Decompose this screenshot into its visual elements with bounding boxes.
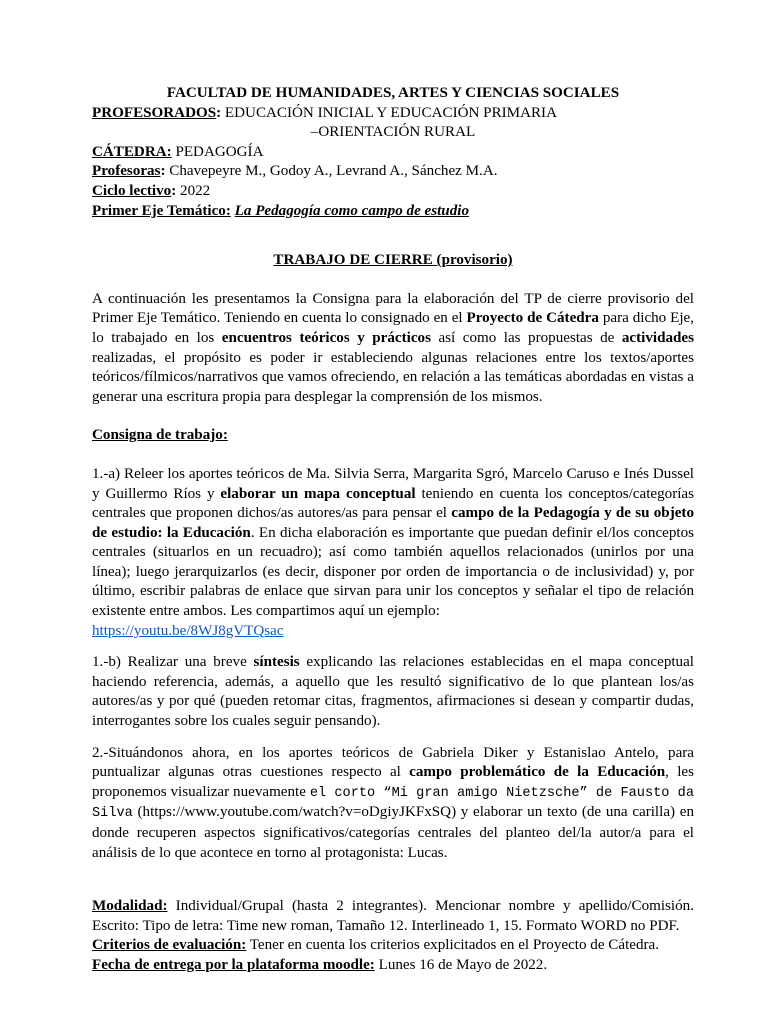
catedra-line — [92, 143, 694, 163]
item-1a-paragraph: 1.-a) Releer los aportes teóricos de Ma. Silvia Serra, Margarita Sgró, Marcelo Caruso e Inés Dussel y Guillermo Ríos y elaborar un mapa conceptual teniendo en cuenta los conceptos/categorías centrales que proponen dichos/as autores/as para pensar el campo de la Pedagogía y de su objeto de estudio: la Educación. En dicha elaboración es importante que puedan definir el/los conceptos centrales (situarlos en un recuadro); así como también aquellos relacionados (unirlos por una línea); luego jerarquizarlos (es decir, disponer por orden de importancia o de inclusividad) y, por último, escribir palabras de enlace que sirvan para unir los conceptos y señalar el tipo de relación existente entre ambos. Les compartimos aquí un ejemplo: https://youtu.be/8WJ8gVTQsac — [92, 465, 695, 639]
profesoras-value: Chavepeyre M., Godoy A., Levrand A., Sánchez M.A. — [165, 163, 498, 180]
profesoras-label: Profesoras — [92, 163, 161, 180]
fecha-label: Fecha de entrega por la plataforma moodle: — [92, 956, 375, 973]
ciclo-value: 2022 — [176, 182, 211, 199]
catedra-label: CÁTEDRA: — [92, 143, 172, 160]
eje-label: Primer Eje Temático: — [92, 202, 231, 219]
document-title: TRABAJO DE CIERRE (provisorio) — [273, 252, 513, 269]
ciclo-label: Ciclo lectivo — [92, 182, 172, 199]
criterios-line: Criterios de evaluación: Tener en cuenta los criterios explicitados en el Proyecto de Cátedra. — [92, 937, 660, 954]
criterios-label: Criterios de evaluación: — [92, 937, 247, 954]
consigna-heading: Consigna de trabajo: — [92, 427, 228, 444]
example-video-link[interactable]: https://youtu.be/8WJ8gVTQsac — [92, 622, 284, 639]
profesorados-label: PROFESORADOS — [92, 104, 217, 121]
item-2-paragraph: 2.-Situándonos ahora, en los aportes teóricos de Gabriela Diker y Estanislao Antelo, para puntualizar algunas otras cuestiones respecto al campo problemático de la Educación, les proponemos visualizar nuevamente el corto “Mi gran amigo Nietzsche” de Fausto da Silva (https://www.youtube.com/watch?v=oDgiyJKFxSQ) y elaborar un texto (de una carilla) en donde recuperen aspectos significativos/categorías centrales del planteo del/la autor/a para el análisis de lo que acontece en torno al protagonista: Lucas. — [92, 744, 694, 861]
item-1b-paragraph: 1.-b) Realizar una breve síntesis explicando las relaciones establecidas en el mapa conceptual haciendo referencia, además, a aquello que les resultó significativo de lo que plantean los/as autores/as y por qué (pueden retomar citas, fragmentos, afirmaciones si desean y compartir dudas, interrogantes sobre los cuales seguir pensando). — [92, 654, 694, 730]
document-page — [92, 84, 694, 976]
fecha-line: Fecha de entrega por la plataforma moodle: Lunes 16 de Mayo de 2022. — [92, 956, 548, 973]
intro-paragraph: A continuación les presentamos la Consigna para la elaboración del TP de cierre provisorio del Primer Eje Temático. Teniendo en cuenta lo consignado en el Proyecto de Cátedra para dicho Eje, lo trabajado en los encuentros teóricos y prácticos así como las propuestas de actividades realizadas, el propósito es poder ir estableciendo algunas relaciones entre los textos/aportes teóricos/fílmicos/narrativos que vamos ofreciendo, en relación a las temáticas abordadas en vistas a generar una escritura propia para desplegar la comprensión de los mismos. — [92, 290, 695, 405]
profesoras-line: Profesoras: Chavepeyre M., Godoy A., Levrand A., Sánchez M.A. — [92, 163, 498, 180]
eje-line — [92, 202, 694, 222]
profesorados-line: PROFESORADOS: EDUCACIÓN INICIAL Y EDUCACIÓN PRIMARIA — [92, 104, 557, 121]
profesorados-value-2: –ORIENTACIÓN RURAL — [310, 124, 476, 141]
modalidad-paragraph: Modalidad: Individual/Grupal (hasta 2 integrantes). Mencionar nombre y apellido/Comisión. Escrito: Tipo de letra: Time new roman, Tamaño 12. Interlineado 1, 15. Formato WORD no PDF. — [92, 898, 694, 934]
ciclo-line: Ciclo lectivo: 2022 — [92, 182, 211, 199]
catedra-value: PEDAGOGÍA — [171, 143, 264, 160]
eje-value: La Pedagogía como campo de estudio — [234, 202, 469, 219]
profesorados-value: EDUCACIÓN INICIAL Y EDUCACIÓN PRIMARIA — [221, 104, 557, 121]
modalidad-label: Modalidad: — [92, 898, 168, 915]
faculty-heading: FACULTAD DE HUMANIDADES, ARTES Y CIENCIAS SOCIALES — [166, 85, 620, 101]
short-film-reference: el corto “Mi gran amigo Nietzsche” de Fausto da Silva — [92, 785, 694, 822]
